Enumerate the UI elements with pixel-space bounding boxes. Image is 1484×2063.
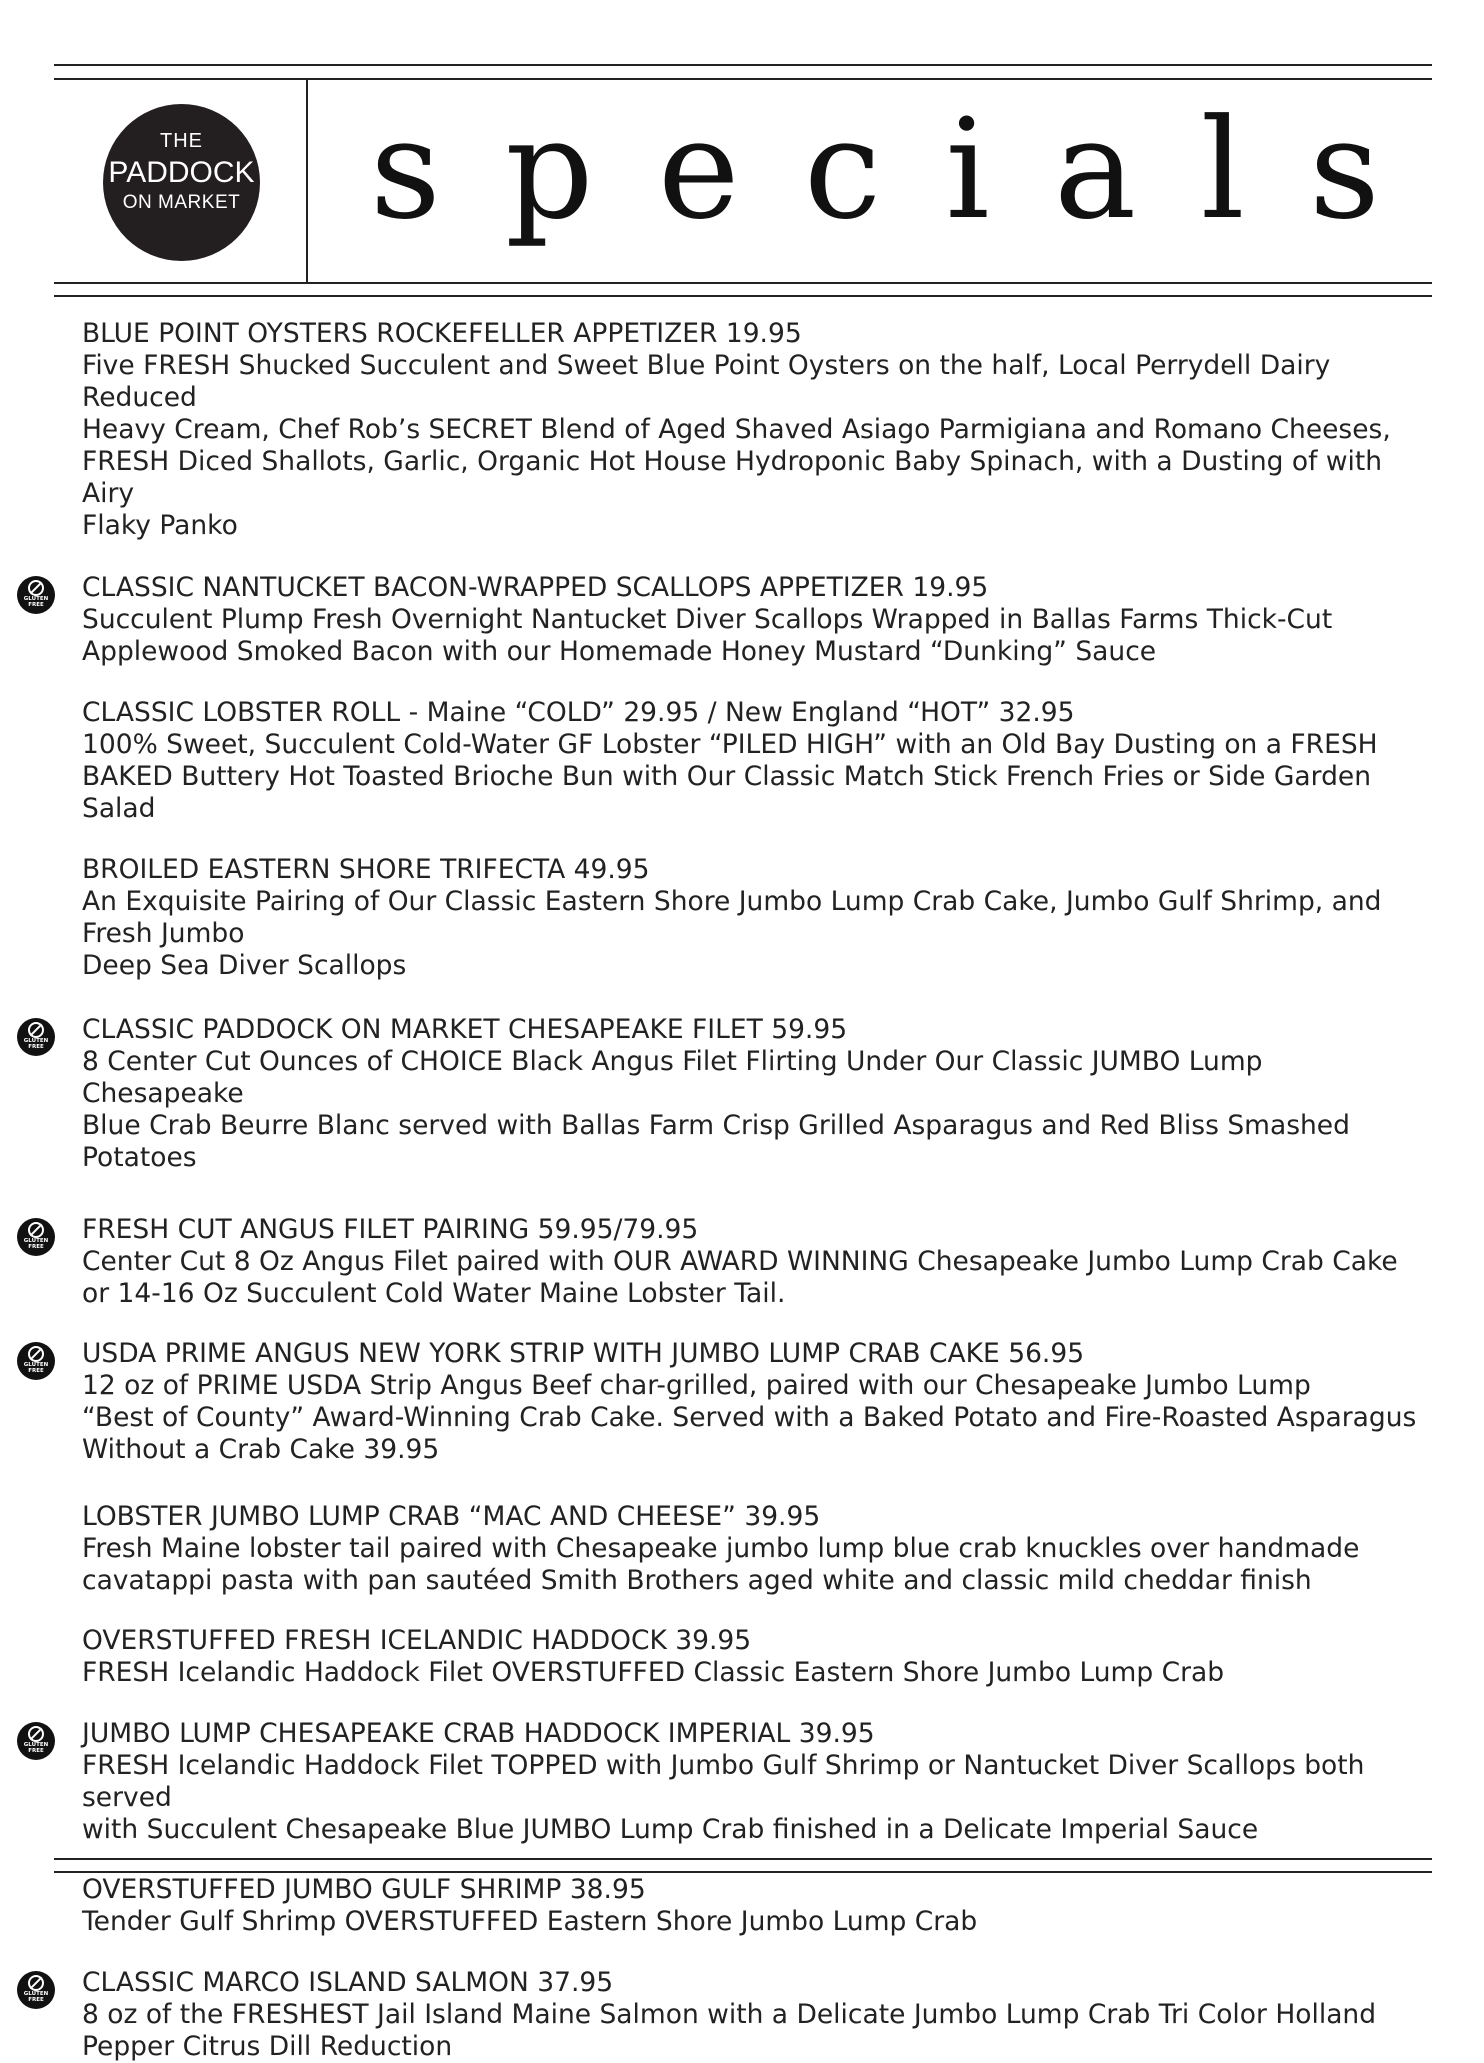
item-title: USDA PRIME ANGUS NEW YORK STRIP WITH JUMBO LUMP CRAB CAKE 56.95	[82, 1338, 1085, 1369]
item-description: FRESH Icelandic Haddock Filet OVERSTUFFED Classic Eastern Shore Jumbo Lump Crab	[82, 1657, 1225, 1688]
title-letter: e	[657, 89, 740, 250]
menu-item	[82, 697, 1432, 825]
item-description: 8 Center Cut Ounces of CHOICE Black Angus Filet Flirting Under Our Classic JUMBO Lump Chesapeake Blue Crab Beurre Blanc served with Ballas Farm Crisp Grilled Asparagus and Red Bliss Smashed Potatoes	[82, 1046, 1350, 1173]
page-title	[370, 89, 1380, 250]
menu-item	[82, 854, 1432, 982]
item-title: CLASSIC NANTUCKET BACON-WRAPPED SCALLOPS APPETIZER 19.95	[82, 572, 989, 603]
specials-list	[23, 318, 1432, 2063]
item-description: Tender Gulf Shrimp OVERSTUFFED Eastern Shore Jumbo Lump Crab	[82, 1906, 978, 1937]
item-title: OVERSTUFFED JUMBO GULF SHRIMP 38.95	[82, 1874, 646, 1905]
item-description: FRESH Icelandic Haddock Filet TOPPED with Jumbo Gulf Shrimp or Nantucket Diver Scallops both served with Succulent Chesapeake Blue JUMBO Lump Crab finished in a Delicate Imperial Sauce	[82, 1750, 1365, 1845]
item-description: Fresh Maine lobster tail paired with Chesapeake jumbo lump blue crab knuckles over handmade cavatappi pasta with pan sautéed Smith Brothers aged white and classic mild cheddar finish	[82, 1533, 1360, 1596]
header-bottom-rule-2	[54, 295, 1432, 297]
item-title: BLUE POINT OYSTERS ROCKEFELLER APPETIZER 19.95	[82, 318, 802, 349]
item-title: CLASSIC LOBSTER ROLL - Maine “COLD” 29.95 / New England “HOT” 32.95	[82, 697, 1075, 728]
gluten-free-icon: GLUTEN FREE	[17, 576, 55, 614]
gluten-free-icon: GLUTEN FREE	[17, 1218, 55, 1256]
item-description: Five FRESH Shucked Succulent and Sweet Blue Point Oysters on the half, Local Perrydell Dairy Reduced Heavy Cream, Chef Rob’s SECRET Blend of Aged Shaved Asiago Parmigiana and Romano Cheeses, FRESH Diced Shallots, Garlic, Organic Hot House Hydroponic Baby Spinach, with a Dusting of with Airy Flaky Panko	[82, 350, 1391, 541]
item-title: JUMBO LUMP CHESAPEAKE CRAB HADDOCK IMPERIAL 39.95	[82, 1718, 875, 1749]
logo-line-1: THE	[160, 130, 203, 152]
title-letter: a	[1054, 89, 1137, 250]
item-title: LOBSTER JUMBO LUMP CRAB “MAC AND CHEESE” 39.95	[82, 1501, 821, 1532]
menu-item	[82, 318, 1432, 542]
item-title: BROILED EASTERN SHORE TRIFECTA 49.95	[82, 854, 650, 885]
title-letter: p	[505, 89, 594, 250]
header-top-rule-1	[54, 64, 1432, 66]
footer-rule-2	[54, 1871, 1432, 1873]
item-description: Center Cut 8 Oz Angus Filet paired with OUR AWARD WINNING Chesapeake Jumbo Lump Crab Cake or 14-16 Oz Succulent Cold Water Maine Lobster Tail.	[82, 1246, 1398, 1309]
header-bottom-rule-1	[54, 282, 1432, 284]
restaurant-logo	[103, 104, 260, 261]
item-description: 100% Sweet, Succulent Cold-Water GF Lobster “PILED HIGH” with an Old Bay Dusting on a FRESH BAKED Buttery Hot Toasted Brioche Bun with Our Classic Match Stick French Fries or Side Garden Salad	[82, 729, 1378, 824]
item-description: 12 oz of PRIME USDA Strip Angus Beef char-grilled, paired with our Chesapeake Jumbo Lump “Best of County” Award-Winning Crab Cake. Served with a Baked Potato and Fire-Roasted Asparagus Without a Crab Cake 39.95	[82, 1370, 1417, 1465]
menu-item	[23, 572, 1432, 668]
item-description: Succulent Plump Fresh Overnight Nantucket Diver Scallops Wrapped in Ballas Farms Thick-Cut Applewood Smoked Bacon with our Homemade Honey Mustard “Dunking” Sauce	[82, 604, 1333, 667]
menu-item	[23, 1338, 1432, 1466]
gluten-free-icon: GLUTEN FREE	[17, 1971, 55, 2009]
gluten-free-icon: GLUTEN FREE	[17, 1018, 55, 1056]
menu-item	[23, 1214, 1432, 1310]
item-description: 8 oz of the FRESHEST Jail Island Maine Salmon with a Delicate Jumbo Lump Crab Tri Color Holland Pepper Citrus Dill Reduction	[82, 1999, 1377, 2062]
header-top-rule-2	[54, 78, 1432, 80]
title-letter: c	[803, 89, 882, 250]
title-letter: i	[945, 89, 990, 250]
title-letter: s	[1309, 89, 1380, 250]
item-title: CLASSIC MARCO ISLAND SALMON 37.95	[82, 1967, 614, 1998]
item-title: CLASSIC PADDOCK ON MARKET CHESAPEAKE FILET 59.95	[82, 1014, 848, 1045]
gluten-free-icon: GLUTEN FREE	[17, 1342, 55, 1380]
menu-item	[82, 1501, 1432, 1597]
logo-line-3: ON MARKET	[122, 192, 241, 213]
item-title: FRESH CUT ANGUS FILET PAIRING 59.95/79.95	[82, 1214, 699, 1245]
gluten-free-icon: GLUTEN FREE	[17, 1722, 55, 1760]
menu-item	[82, 1874, 1432, 1938]
menu-item	[82, 1625, 1432, 1689]
menu-item	[23, 1014, 1432, 1174]
item-description: An Exquisite Pairing of Our Classic Eastern Shore Jumbo Lump Crab Cake, Jumbo Gulf Shrimp, and Fresh Jumbo Deep Sea Diver Scallops	[82, 886, 1382, 981]
logo-line-2: PADDOCK	[108, 156, 255, 189]
item-title: OVERSTUFFED FRESH ICELANDIC HADDOCK 39.95	[82, 1625, 752, 1656]
header-divider	[306, 80, 308, 282]
menu-item	[23, 1718, 1432, 1846]
menu-item	[23, 1967, 1432, 2063]
footer-rule-1	[54, 1858, 1432, 1860]
title-letter: l	[1200, 89, 1245, 250]
title-letter: s	[370, 89, 441, 250]
